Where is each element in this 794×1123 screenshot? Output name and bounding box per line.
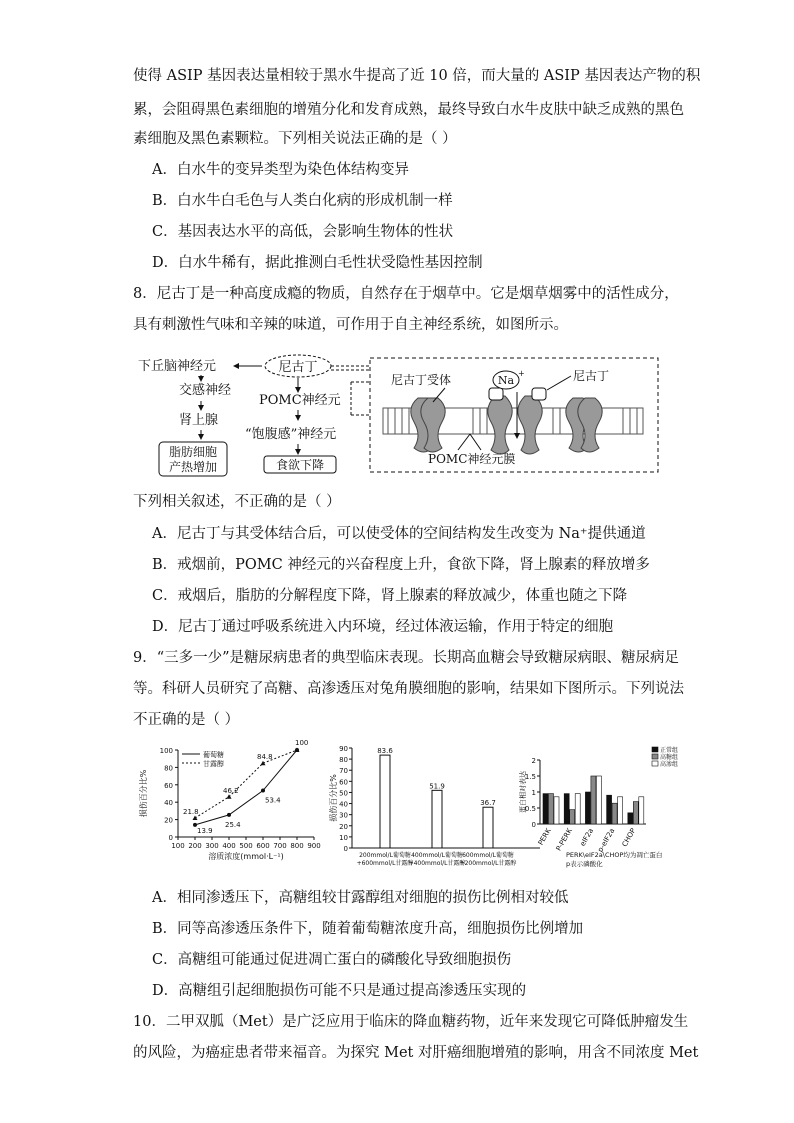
y-tick-label: 10 bbox=[339, 833, 348, 842]
data-label: 84.8 bbox=[257, 753, 273, 762]
damage-bar-chart bbox=[330, 740, 550, 880]
q8-option-b: B．戒烟前，POMC 神经元的兴奋程度上升，食欲下降，肾上腺素的释放增多 bbox=[152, 557, 650, 573]
x-tick-label: 200 bbox=[188, 842, 202, 850]
hypothalamus-label: 下丘脑神经元 bbox=[138, 359, 217, 374]
y-tick-label: 1.5 bbox=[524, 773, 536, 781]
legend-entry: 高渗组 bbox=[660, 761, 679, 768]
q8-stem: 下列相关叙述，不正确的是（ ） bbox=[133, 494, 341, 510]
data-label: 53.4 bbox=[265, 796, 281, 805]
data-label: 51.9 bbox=[429, 782, 445, 791]
bar-1 bbox=[607, 795, 612, 824]
y-tick-label: 60 bbox=[339, 778, 348, 787]
data-label: 25.4 bbox=[225, 820, 241, 829]
bar-1 bbox=[628, 813, 633, 824]
bar-3 bbox=[639, 797, 644, 824]
y-tick-label: 50 bbox=[339, 789, 348, 798]
x-tick-label: 200mmol/L葡萄糖 bbox=[359, 852, 411, 859]
y-tick-label: 20 bbox=[339, 822, 348, 831]
appetite-label: 食欲下降 bbox=[275, 458, 325, 472]
x-tick-label: eIF2a bbox=[578, 827, 596, 848]
bar bbox=[380, 755, 390, 848]
data-label: 46.2 bbox=[223, 786, 239, 795]
y-tick-label: 80 bbox=[164, 764, 173, 773]
x-tick-label: 300 bbox=[205, 842, 219, 850]
bar-3 bbox=[618, 797, 623, 824]
y-tick-label: 2 bbox=[531, 757, 536, 765]
legend-entry: 甘露醇 bbox=[203, 760, 224, 768]
x-axis-label: 溶质浓度(mmol·L⁻¹) bbox=[208, 852, 284, 861]
chart-note: PERK\eIF2a\CHOP均为凋亡蛋白 bbox=[566, 851, 663, 859]
data-label: 100 bbox=[295, 739, 309, 747]
x-tick-label: p-eIF2a bbox=[596, 827, 617, 854]
y-tick-label: 0 bbox=[343, 845, 348, 853]
y-tick-label: 80 bbox=[339, 756, 348, 765]
x-tick-label: 700 bbox=[273, 842, 287, 850]
x-tick-label: PERK bbox=[536, 827, 553, 847]
sympathetic-label: 交感神经 bbox=[179, 383, 232, 398]
x-tick-label: 900 bbox=[307, 842, 321, 850]
q9-option-d: D．高糖组引起细胞损伤可能不只是通过提高渗透压实现的 bbox=[152, 983, 527, 999]
y-tick-label: 40 bbox=[164, 799, 173, 808]
q9-option-b: B．同等高渗透压条件下，随着葡萄糖浓度升高，细胞损伤比例增加 bbox=[152, 921, 584, 937]
y-tick-label: 70 bbox=[339, 767, 348, 776]
data-point bbox=[227, 813, 231, 817]
q10-text-line-2: 的风险，为癌症患者带来福音。为探究 Met 对肝癌细胞增殖的影响，用含不同浓度 Met bbox=[133, 1045, 699, 1061]
q8-option-d: D．尼古丁通过呼吸系统进入内环境，经过体液运输，作用于特定的细胞 bbox=[152, 619, 614, 635]
q8-option-c: C．戒烟后，脂肪的分解程度下降，肾上腺素的释放减少，体重也随之下降 bbox=[152, 588, 628, 604]
x-tick-label: 500 bbox=[239, 842, 253, 850]
q7-option-a: A．白水牛的变异类型为染色体结构变异 bbox=[152, 162, 409, 178]
bar-2 bbox=[591, 776, 596, 824]
bar-1 bbox=[564, 794, 569, 824]
q9-option-c: C．高糖组可能通过促进凋亡蛋白的磷酸化导致细胞损伤 bbox=[152, 952, 512, 968]
q9-text-line-1: 9．“三多一少”是糖尿病患者的典型临床表现。长期高血糖会导致糖尿病眼、糖尿病足 bbox=[133, 650, 680, 666]
chart-note: p表示磷酸化 bbox=[566, 860, 603, 868]
membrane-illustration bbox=[383, 388, 643, 454]
bar-3 bbox=[554, 797, 559, 824]
q7-option-b: B．白水牛白毛色与人类白化病的形成机制一样 bbox=[152, 193, 453, 209]
bar-3 bbox=[596, 776, 601, 824]
q7-text-line-3: 素细胞及黑色素颗粒。下列相关说法正确的是（ ） bbox=[133, 131, 457, 147]
bar-3 bbox=[575, 794, 580, 824]
legend-swatch bbox=[652, 754, 658, 759]
y-tick-label: 0 bbox=[168, 834, 173, 842]
y-tick-label: 30 bbox=[339, 811, 348, 820]
bar-2 bbox=[549, 794, 554, 824]
legend-swatch bbox=[652, 747, 658, 752]
nicotine-label: 尼古丁 bbox=[278, 360, 318, 375]
y-tick-label: 0 bbox=[531, 821, 536, 829]
heat-increase-label: 产热增加 bbox=[168, 460, 218, 474]
y-tick-label: 1 bbox=[531, 789, 536, 797]
data-label: 21.8 bbox=[183, 808, 199, 817]
x-tick-label: P-PERK bbox=[554, 827, 574, 853]
protein-expression-chart bbox=[520, 740, 688, 870]
y-axis-label: 损伤百分比% bbox=[139, 769, 148, 818]
nicotine-pathway-diagram bbox=[133, 350, 663, 480]
pomc-neuron-label: POMC神经元 bbox=[259, 393, 341, 408]
x-tick-label: 400 bbox=[222, 842, 236, 850]
q7-option-c: C．基因表达水平的高低，会影响生物体的性状 bbox=[152, 224, 454, 240]
data-label: 36.7 bbox=[480, 799, 496, 808]
bar bbox=[432, 790, 442, 848]
x-tick-label: 400mmol/L葡萄糖 bbox=[411, 852, 463, 859]
fat-cell-label: 脂肪细胞 bbox=[168, 445, 218, 459]
damage-line-chart bbox=[132, 740, 322, 860]
q10-text-line-1: 10．二甲双胍（Met）是广泛应用于临床的降血糖药物，近年来发现它可降低肿瘤发生 bbox=[133, 1014, 689, 1030]
bar-2 bbox=[633, 802, 638, 824]
q9-text-line-2: 等。科研人员研究了高糖、高渗透压对兔角膜细胞的影响，结果如下图所示。下列说法 bbox=[133, 681, 684, 697]
x-tick-label: CHOP bbox=[620, 827, 638, 849]
y-tick-label: 40 bbox=[339, 800, 348, 809]
nicotine-binding-label: 尼古丁 bbox=[573, 369, 610, 383]
y-tick-label: 20 bbox=[164, 816, 173, 825]
legend-entry: 正常组 bbox=[660, 747, 679, 754]
x-tick-label: 800 bbox=[290, 842, 304, 850]
legend-entry: 高糖组 bbox=[660, 754, 679, 761]
bar-1 bbox=[543, 794, 548, 824]
q7-text-line-2: 累，会阻碍黑色素细胞的增殖分化和发育成熟，最终导致白水牛皮肤中缺乏成熟的黑色 bbox=[133, 102, 684, 118]
y-axis-label: 蛋白相对表达 bbox=[519, 771, 527, 813]
q8-text-line-2: 具有刺激性气味和辛辣的味道，可作用于自主神经系统，如图所示。 bbox=[133, 317, 568, 333]
sodium-ion-label: Na bbox=[497, 374, 515, 387]
bar-2 bbox=[570, 810, 575, 824]
y-tick-label: 100 bbox=[159, 747, 173, 755]
q7-text-line-1: 使得 ASIP 基因表达量相较于黑水牛提高了近 10 倍，而大量的 ASIP 基因表达产物的积 bbox=[133, 68, 701, 84]
data-label: 83.6 bbox=[377, 747, 393, 756]
y-axis-label: 损伤百分比% bbox=[329, 774, 338, 822]
x-tick-label: 100 bbox=[171, 842, 185, 850]
adrenal-label: 肾上腺 bbox=[179, 413, 219, 428]
bar-1 bbox=[585, 792, 590, 824]
y-tick-label: 90 bbox=[339, 745, 348, 753]
q8-text-line-1: 8．尼古丁是一种高度成瘾的物质，自然存在于烟草中。它是烟草烟雾中的活性成分， bbox=[133, 286, 679, 302]
svg-text:+: + bbox=[518, 369, 525, 378]
x-tick-label: 600 bbox=[256, 842, 270, 850]
y-tick-label: 0.5 bbox=[524, 805, 536, 813]
q9-text-line-3: 不正确的是（ ） bbox=[133, 712, 240, 728]
data-point bbox=[261, 789, 265, 793]
q7-option-d: D．白水牛稀有，据此推测白毛性状受隐性基因控制 bbox=[152, 255, 483, 271]
data-point bbox=[227, 794, 232, 799]
q8-option-a: A．尼古丁与其受体结合后，可以使受体的空间结构发生改变为 Na⁺提供通道 bbox=[152, 526, 646, 542]
x-tick-label: +200mmol/L甘露醇 bbox=[459, 860, 517, 867]
data-label: 13.9 bbox=[197, 826, 213, 835]
y-tick-label: 60 bbox=[164, 781, 173, 790]
data-point bbox=[193, 816, 198, 821]
x-tick-label: +600mmol/L甘露醇 bbox=[356, 860, 414, 867]
legend-swatch bbox=[652, 761, 658, 766]
q9-option-a: A．相同渗透压下，高糖组较甘露醇组对细胞的损伤比例相对较低 bbox=[152, 890, 569, 906]
receptor-label: 尼古丁受体 bbox=[391, 373, 452, 387]
bar-2 bbox=[612, 803, 617, 824]
bar bbox=[483, 807, 493, 848]
satiety-neuron-label: “饱腹感”神经元 bbox=[245, 427, 337, 442]
x-tick-label: 600mmol/L葡萄糖 bbox=[462, 852, 514, 859]
legend-entry: 葡萄糖 bbox=[203, 751, 224, 759]
membrane-label: POMC神经元膜 bbox=[428, 452, 516, 466]
x-tick-label: +400mmol/L甘露醇 bbox=[408, 860, 466, 867]
